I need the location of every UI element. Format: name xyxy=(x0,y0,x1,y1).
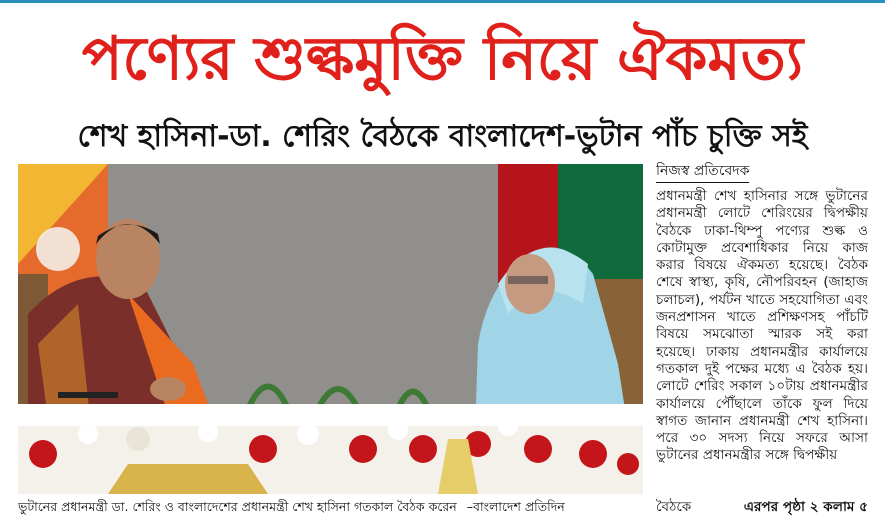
headline: পণ্যের শুল্কমুক্তি নিয়ে ঐকমত্য xyxy=(81,24,804,94)
caption-text: ভুটানের প্রধানমন্ত্রী ডা. শেরিং ও বাংলাদেশের প্রধানমন্ত্রী শেখ হাসিনা গতকাল বৈঠক করেন xyxy=(18,499,457,514)
photo-credit: –বাংলাদেশ প্রতিদিন xyxy=(466,499,565,514)
continued-on-page[interactable]: এরপর পৃষ্ঠা ২ কলাম ৫ xyxy=(743,499,868,515)
continuation-line xyxy=(656,498,868,516)
news-photo xyxy=(18,164,643,494)
article-body: প্রধানমন্ত্রী শেখ হাসিনার সঙ্গে ভুটানের প্রধানমন্ত্রী লোটে শেরিংয়ের দ্বিপক্ষীয় বৈঠকে ঢাকা-থিম্পু পণ্যের শুল্ক ও কোটামুক্ত প্রবেশাধিকার নিয়ে কাজ করার বিষয়ে ঐকমত্য হয়েছে। বৈঠক শেষে স্বাস্থ্য, কৃষি, নৌপরিবহন (জাহাজ চলাচল), পর্যটন খাতে সহযোগিতা এবং জনপ্রশাসন খাতে প্রশিক্ষণসহ পাঁচটি বিষয়ে সমঝোতা স্মারক সই করা হয়েছে। ঢাকায় প্রধানমন্ত্রীর কার্যালয়ে গতকাল দুই পক্ষের মধ্যে এ বৈঠক হয়। লোটে শেরিং সকাল ১০টায় প্রধানমন্ত্রীর কার্যালয়ে পৌঁছালে তাঁকে ফুল দিয়ে স্বাগত জানান প্রধানমন্ত্রী শেখ হাসিনা। পরে ৩০ সদস্য নিয়ে সফরে আসা ভুটানের প্রধানমন্ত্রীর সঙ্গে দ্বিপক্ষীয় xyxy=(656,188,868,464)
meeting-photo-illustration xyxy=(18,164,643,494)
article-end: বৈঠকে xyxy=(656,499,692,515)
byline: নিজস্ব প্রতিবেদক xyxy=(656,160,749,183)
photo-caption xyxy=(18,497,646,517)
top-rule xyxy=(0,0,885,3)
table-flowers-base xyxy=(18,404,643,426)
subheadline: শেখ হাসিনা-ডা. শেরিং বৈঠকে বাংলাদেশ-ভুটান পাঁচ চুক্তি সই xyxy=(77,119,808,154)
